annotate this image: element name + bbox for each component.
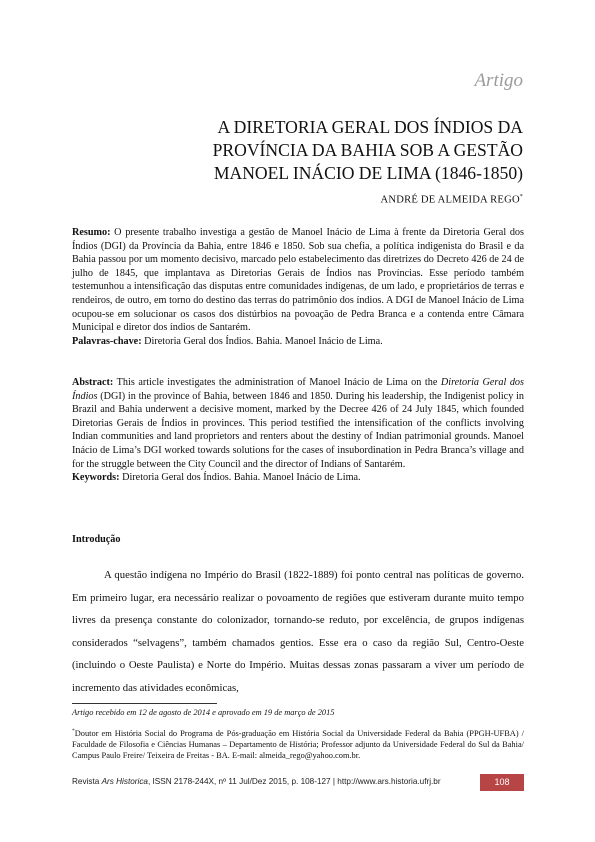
- footnote-author-text: Doutor em História Social do Programa de Pós-graduação em História Social da Universidade Federal da Bahia (PPGH-UFBA) / Faculdade de Filosofia e Ciências Humanas – Departamento de História; Professor adjunto da Universidade Federal do Sul da Bahia/ Campus Paulo Freire/ Teixeira de Freitas - BA. E-mail: almeida_rego@yahoo.com.br.: [72, 728, 524, 760]
- footnote-divider: [72, 703, 217, 704]
- resumo-block: [72, 226, 524, 348]
- page-number: 108: [480, 774, 524, 791]
- keywords-paragraph: [72, 471, 524, 485]
- palavras-chave-text: Diretoria Geral dos Índios. Bahia. Manoel Inácio de Lima.: [141, 335, 383, 347]
- author-name: [381, 194, 523, 206]
- title-line-1: A DIRETORIA GERAL DOS ÍNDIOS DA: [217, 117, 523, 137]
- abstract-text-before: This article investigates the administration of Manoel Inácio de Lima on the: [113, 377, 441, 388]
- footer-citation: [72, 777, 441, 786]
- title-line-3: MANOEL INÁCIO DE LIMA (1846-1850): [213, 163, 523, 183]
- footer-prefix: Revista: [72, 777, 102, 786]
- keywords-label: Keywords:: [72, 472, 120, 484]
- author-footnote-mark: *: [519, 194, 523, 200]
- abstract-paragraph: [72, 376, 524, 471]
- abstract-italic-term: Diretoria Geral dos Índios: [72, 377, 524, 402]
- section-label: Artigo: [474, 70, 523, 91]
- section-heading-introducao: Introdução: [72, 534, 121, 545]
- palavras-chave-paragraph: [72, 335, 524, 349]
- abstract-block: [72, 376, 524, 485]
- footnote-mark: *: [72, 728, 75, 734]
- resumo-text: O presente trabalho investiga a gestão de Manoel Inácio de Lima à frente da Diretoria Geral dos Índios (DGI) da Província da Bahia, entre 1846 e 1850. Sob sua chefia, a política indigenista do Brasil e da Bahia passou por um momento decisivo, marcado pelo estabelecimento das diretrizes do Decreto 426 de 24 de julho de 1845, que implantava as Diretorias Gerais de Índios nas Províncias. Esse período também testemunhou a intensificação das disputas entre comunidades indígenas, de um lado, e proprietários de terras e rendeiros, de outro, em torno do destino das terras do patrimônio dos índios. A DGI de Manoel Inácio de Lima ocupou-se em solucionar os casos dos distúrbios na povoação de Pedra Branca e a contenda entre Câmara Municipal e diretor dos índios de Santarém.: [72, 227, 524, 334]
- author-text: ANDRÉ DE ALMEIDA REGO: [380, 194, 520, 206]
- footer-issn: , ISSN 2178-244X: [147, 777, 214, 786]
- footer-rest: , nº 11 Jul/Dez 2015, p. 108-127 | http://www.ars.historia.ufrj.br: [213, 777, 441, 786]
- resumo-paragraph: [72, 226, 524, 335]
- title-line-2: PROVÍNCIA DA BAHIA SOB A GESTÃO: [212, 140, 523, 160]
- introduction-body: [72, 564, 524, 700]
- resumo-label: Resumo:: [72, 227, 111, 238]
- footnote-received-dates: Artigo recebido em 12 de agosto de 2014 e aprovado em 19 de março de 2015: [72, 708, 335, 717]
- footer-journal: Ars Historica: [101, 777, 148, 786]
- page-footer: [72, 774, 524, 790]
- palavras-chave-label: Palavras-chave:: [72, 335, 142, 347]
- abstract-label: Abstract:: [72, 377, 114, 388]
- footnote-author-affiliation: [72, 726, 524, 761]
- introduction-paragraph: A questão indígena no Império do Brasil (1822-1889) foi ponto central nas políticas de governo. Em primeiro lugar, era necessário realizar o povoamento de regiões que estiveram durante muito tempo livres da presença constante do colonizador, tornando-se reduto, por excelência, de grupos indígenas considerados “selvagens”, também chamados gentios. Esse era o caso da região Sul, Centro-Oeste (incluindo o Oeste Paulista) e Norte do Império. Muitas dessas zonas passaram a viver um período de incremento das atividades econômicas,: [72, 569, 524, 694]
- article-title: [123, 116, 523, 185]
- abstract-text-after: (DGI) in the province of Bahia, between 1846 and 1850. During his leadership, the Indigenist policy in Brazil and Bahia underwent a decisive moment, marked by the Decree 426 of 24 July 1845, which founded Diretorias Gerais de Índios in provinces. This period testified the intensification of the conflicts involving Indian communities and land proprietors and renters about the destiny of Indian patrimonial grounds. Manoel Inácio de Lima’s DGI worked towards solutions for the cases of insubordination in Pedra Branca’s village and for the struggle between the City Council and the director of Indians of Santarém.: [72, 390, 524, 470]
- keywords-text: Diretoria Geral dos Índios. Bahia. Manoel Inácio de Lima.: [119, 472, 361, 484]
